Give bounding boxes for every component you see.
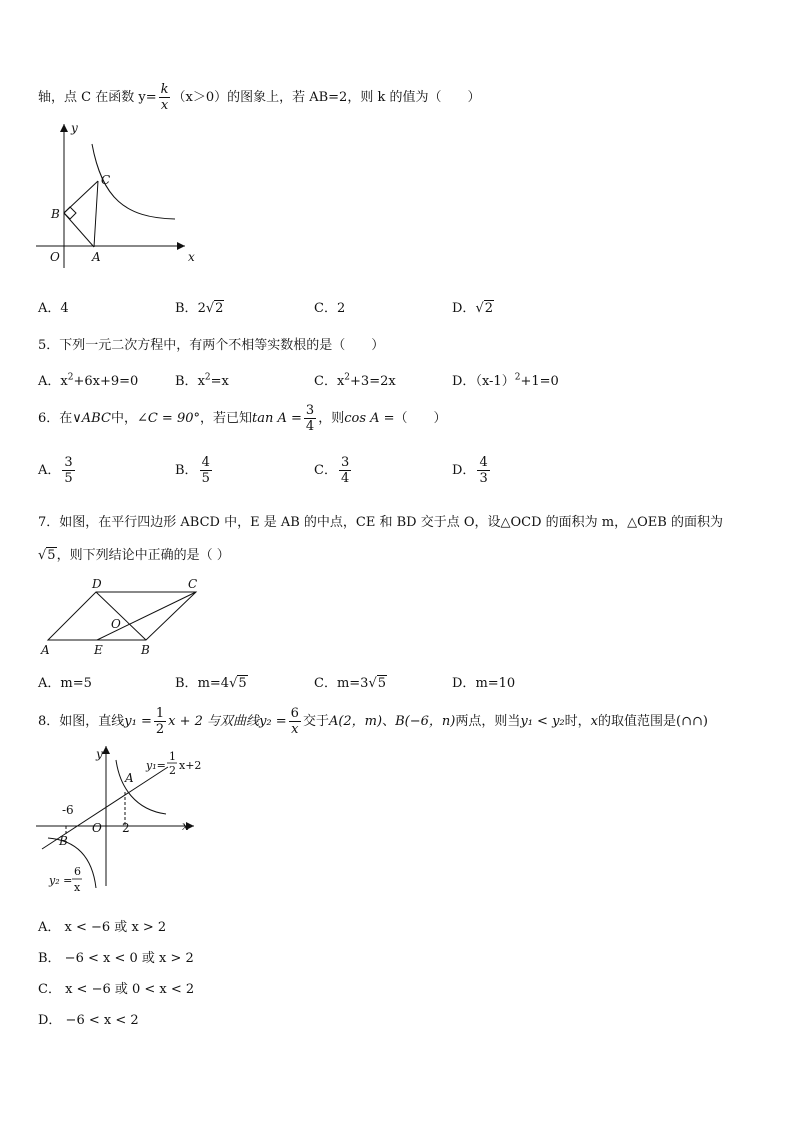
q8-fig-neg6-label: -6	[62, 803, 74, 817]
q8-fig-y1-num: 1	[169, 750, 176, 763]
q8-fig-b-label: B	[59, 834, 68, 848]
q4-fig-x-label: x	[188, 250, 195, 264]
q7-option-a[interactable]: A．m=5	[38, 676, 92, 691]
q8-fig-two-label: 2	[122, 821, 130, 835]
q4-stem-text-a: 轴，点 C 在函数 y=	[38, 90, 157, 105]
q4-fig-b-label: B	[51, 207, 60, 221]
q4-fig-y-label: y	[71, 121, 78, 135]
q4-option-c[interactable]: C．2	[314, 301, 346, 316]
q8-answer-blank[interactable]: (∩∩)	[676, 714, 708, 729]
q5-option-d[interactable]: D．$(x-1)^2+1=0$	[452, 372, 559, 389]
q8-fig-y1-den: 2	[169, 764, 176, 777]
q8-fig-y2-den: x	[74, 881, 81, 894]
q7-fig-c-label: C	[188, 577, 198, 591]
q7-fig-b-label: B	[141, 643, 150, 657]
q7-fig-o-label: O	[111, 617, 121, 631]
q7-fig-d-label: D	[92, 577, 102, 591]
q8-option-d[interactable]: D． −6 < x < 2	[38, 1013, 139, 1028]
q8-fig-y2-label: y₂ =	[49, 874, 73, 887]
q8-option-c[interactable]: C． x < −6 或 0 < x < 2	[38, 982, 195, 997]
q8-fig-o-label: O	[92, 821, 102, 835]
q7-stem: 7．如图，在平行四边形 ABCD 中，E 是 AB 的中点，CE 和 BD 交于点 O，设△OCD 的面积为 m，△OEB 的面积为	[38, 515, 723, 530]
q8-option-b[interactable]: B． −6 < x < 0 或 x > 2	[38, 951, 194, 966]
q5-option-c[interactable]: C．$x^2+3=2x$	[314, 372, 396, 389]
q7-figure	[38, 578, 208, 660]
q7-stem-line2: √5，则下列结论中正确的是（ ）	[38, 548, 230, 563]
q6-triangle: ∨ABC	[72, 411, 111, 426]
q7-fig-e-label: E	[94, 643, 103, 657]
q4-fig-c-label: C	[101, 173, 111, 187]
q6-option-a[interactable]: A． $\frac{3}{5}$	[38, 455, 73, 486]
q7-option-b[interactable]: B．m=4√5	[175, 676, 247, 691]
q8-fig-y1-rest: x+2	[179, 759, 202, 772]
q8-fraction-2: $\frac{6}{x}$	[290, 706, 299, 737]
q8-option-a[interactable]: A． x < −6 或 x > 2	[38, 920, 167, 935]
q8-figure	[36, 742, 211, 902]
q4-option-a[interactable]: A．4	[38, 301, 69, 316]
q8-fig-y2-num: 6	[74, 865, 81, 878]
q8-fig-a-label: A	[125, 771, 134, 785]
q8-stem: 8．如图，直线y₁ = $\frac{1}{2}$ x + 2 与双曲线y₂ = $\frac{6}{x}$ 交于A(2，m)、B(−6，n)两点，则当y₁ < y₂时，x的取值范围是(∩∩)	[38, 706, 708, 737]
q7-option-d[interactable]: D．m=10	[452, 676, 516, 691]
q8-fig-y1-label: y₁=	[146, 759, 166, 772]
q4-fraction: $\frac{k}{x}$	[160, 82, 169, 113]
q4-option-d[interactable]: D．√2	[452, 301, 494, 316]
q4-stem	[38, 82, 480, 113]
q8-fraction-1: $\frac{1}{2}$	[155, 706, 165, 737]
q4-stem-text-b: （x＞0）的图象上，若 AB=2，则 k 的值为（ ）	[172, 90, 481, 105]
q4-fig-o-label: O	[50, 250, 60, 264]
q6-option-c[interactable]: C． $\frac{3}{4}$	[314, 455, 350, 486]
q4-fig-a-label: A	[92, 250, 101, 264]
q5-stem: 5．下列一元二次方程中，有两个不相等实数根的是（ ）	[38, 338, 385, 353]
q5-option-b[interactable]: B．$x^2=x$	[175, 372, 229, 389]
q6-option-d[interactable]: D． $\frac{4}{3}$	[452, 455, 488, 486]
q4-figure	[30, 118, 200, 268]
q4-option-b[interactable]: B．2√2	[175, 301, 224, 316]
q6-option-b[interactable]: B． $\frac{4}{5}$	[175, 455, 210, 486]
q5-option-a[interactable]: A．$x^2+6x+9=0$	[38, 372, 139, 389]
q6-fraction: $\frac{3}{4}$	[305, 403, 315, 434]
q7-fig-a-label: A	[41, 643, 50, 657]
q6-stem: 6．在∨ABC中，∠C = 90°，若已知tan A = $\frac{3}{4}$ ，则cos A =（ ）	[38, 403, 447, 434]
q8-fig-x-label: x	[182, 819, 189, 833]
q8-fig-y-label: y	[96, 747, 103, 761]
q7-option-c[interactable]: C．m=3√5	[314, 676, 387, 691]
